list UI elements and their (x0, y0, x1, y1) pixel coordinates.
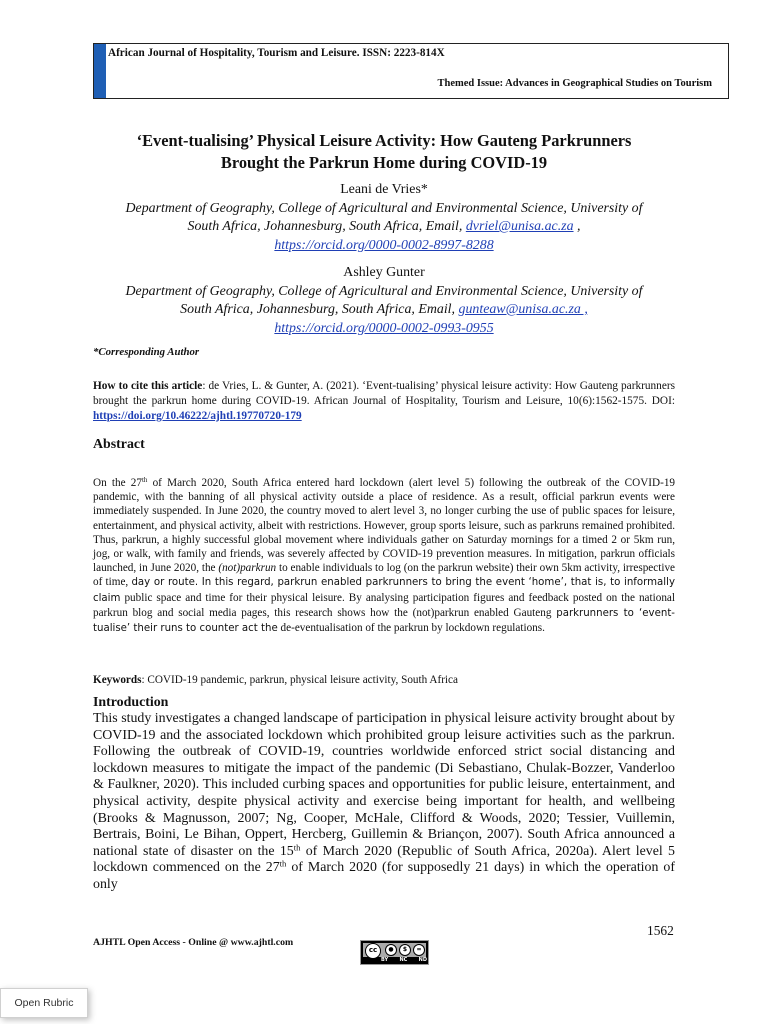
abstract-text-alt-font: day or route. In this regard, parkrun enabled parkrunners to bring the event ‘home’, that is, to informally claim (93, 577, 675, 604)
cc-label-nc: NC (399, 957, 408, 963)
superscript: th (279, 858, 287, 869)
separator: , (573, 219, 581, 234)
cc-by-nc-nd-icon (360, 940, 429, 965)
abstract-text: to enable individuals to log (on the parkrun website) their own 5km activity, irrespective of time, (93, 562, 675, 589)
superscript: th (141, 476, 148, 485)
journal-name: African Journal of Hospitality, Tourism and Leisure. ISSN: 2223-814X (108, 47, 445, 59)
keywords-text: : COVID-19 pandemic, parkrun, physical leisure activity, South Africa (141, 674, 458, 686)
cc-labels (381, 957, 427, 963)
affiliation-line: Department of Geography, College of Agricultural and Environmental Science, University of (125, 200, 643, 216)
affiliation-line: Department of Geography, College of Agricultural and Environmental Science, University of (125, 283, 643, 299)
cc-equals-icon: = (413, 944, 425, 956)
introduction-body (93, 711, 675, 894)
abstract-text: On the 27 (93, 477, 142, 489)
author-affiliation (60, 283, 708, 339)
author-orcid-link[interactable]: https://orcid.org/0000-0002-8997-8288 (274, 237, 494, 253)
author-email-link[interactable]: dvriel@unisa.ac.za (465, 219, 574, 234)
author-email-link[interactable]: gunteaw@unisa.ac.za , (458, 302, 588, 317)
intro-text: This study investigates a changed landscape of participation in physical leisure activity brought about by COVID-19 and the associated lockdown which prohibited group leisure activities such as the parkrun. Following the outbreak of COVID-19, countries worldwide enforced strict social distancing and lockdown measures to mitigate the impact of the pandemic (Di Sebastiano, Chulak-Bozzer, Vanderloo & Faulkner, 2020). This included curbing spaces and opportunities for public leisure, entertainment, and physical activity, despite physical activity and exercise being important for health, and wellbeing (Brooks & Magnusson, 2007; Ng, Cooper, McHale, Clifford & Woods, 2020; Tessier, Vuillemin, Bertrais, Boini, Le Bihan, Oppert, Hercberg, Guillemin & Briançon, 2007). South Africa announced a national state of disaster on the 15 (93, 711, 675, 859)
keywords (93, 674, 458, 686)
header-accent-bar (94, 44, 106, 98)
doi-link[interactable]: https://doi.org/10.46222/ajhtl.19770720-179 (93, 410, 302, 422)
affiliation-line: South Africa, Johannesburg, South Africa, Email, (187, 219, 463, 234)
cc-icon: cc (365, 943, 381, 959)
cc-label-nd: ND (418, 957, 427, 963)
cc-no-dollar-icon: $ (399, 944, 411, 956)
intro-text: of March 2020 (for supposedly 21 days) in which the operation of only (93, 860, 675, 892)
author-block-1 (60, 181, 708, 255)
citation-block (93, 379, 675, 424)
abstract-italic: (not)parkrun (218, 562, 277, 575)
page-number: 1562 (647, 923, 674, 938)
introduction-heading: Introduction (93, 695, 169, 710)
citation-text: : de Vries, L. & Gunter, A. (2021). ‘Event-tualising’ physical leisure activity: How Gauteng parkrunners brought the parkrun home during COVID-19. African Journal of Hospitality, Tourism and Leisure, 10(6):1562-1575. DOI: (93, 380, 675, 407)
abstract-body (93, 476, 675, 636)
citation-label: How to cite this article (93, 380, 203, 392)
cc-label-by: BY (381, 957, 389, 963)
abstract-heading: Abstract (93, 437, 145, 452)
author-name: Ashley Gunter (343, 265, 425, 280)
author-block-2 (60, 264, 708, 338)
abstract-text-alt-font: parkrunners to ‘event-tualise’ their runs to counter act the (93, 607, 675, 635)
article-title (0, 130, 768, 174)
author-affiliation (60, 200, 708, 256)
abstract-text: de-eventualisation of the parkrun by lockdown regulations. (277, 622, 545, 635)
themed-issue: Themed Issue: Advances in Geographical Studies on Tourism (437, 78, 712, 89)
affiliation-line: South Africa, Johannesburg, South Africa, Email, (180, 302, 456, 317)
keywords-label: Keywords (93, 674, 142, 686)
cc-person-icon: ● (385, 944, 397, 956)
open-rubric-button[interactable]: Open Rubric (0, 988, 88, 1018)
footer-site: AJHTL Open Access - Online @ www.ajhtl.com (93, 937, 294, 948)
author-orcid-link[interactable]: https://orcid.org/0000-0002-0993-0955 (274, 320, 494, 336)
title-line-2: Brought the Parkrun Home during COVID-19 (220, 153, 548, 172)
cc-strip (363, 943, 426, 957)
intro-text: of March 2020 (Republic of South Africa, 2020a). Alert level 5 lockdown commenced on the 27 (93, 843, 675, 876)
abstract-text: public space and time for their physical leisure. By analysing participation figures and feedback posted on the national parkrun blog and social media pages, this research shows how the (not)parkrun enabled Gauteng (93, 591, 675, 619)
journal-header (93, 43, 729, 99)
superscript: th (293, 842, 301, 853)
title-line-1: ‘Event-tualising’ Physical Leisure Activity: How Gauteng Parkrunners (136, 131, 632, 150)
corresponding-author-note: *Corresponding Author (93, 346, 200, 358)
abstract-text: of March 2020, South Africa entered hard lockdown (alert level 5) following the outbreak of the COVID-19 pandemic, with the banning of all physical activity outside a place of residence. As a result, official parkrun events were immediately suspended. In June 2020, the country moved to alert level 3, no longer curbing the use of public spaces for leisure, entertainment, and physical activity, albeit with restrictions. However, group sports leisure, such as parkruns remained prohibited. Thus, parkrun, a highly successful global movement where individuals gather on Saturday mornings for a timed 2 or 5km run, jog, or walk, with family and friends, was severely affected by COVID-19 prevention measures. In mitigation, parkrun officials launched, in June 2020, the (93, 477, 676, 575)
author-name: Leani de Vries* (340, 182, 428, 197)
